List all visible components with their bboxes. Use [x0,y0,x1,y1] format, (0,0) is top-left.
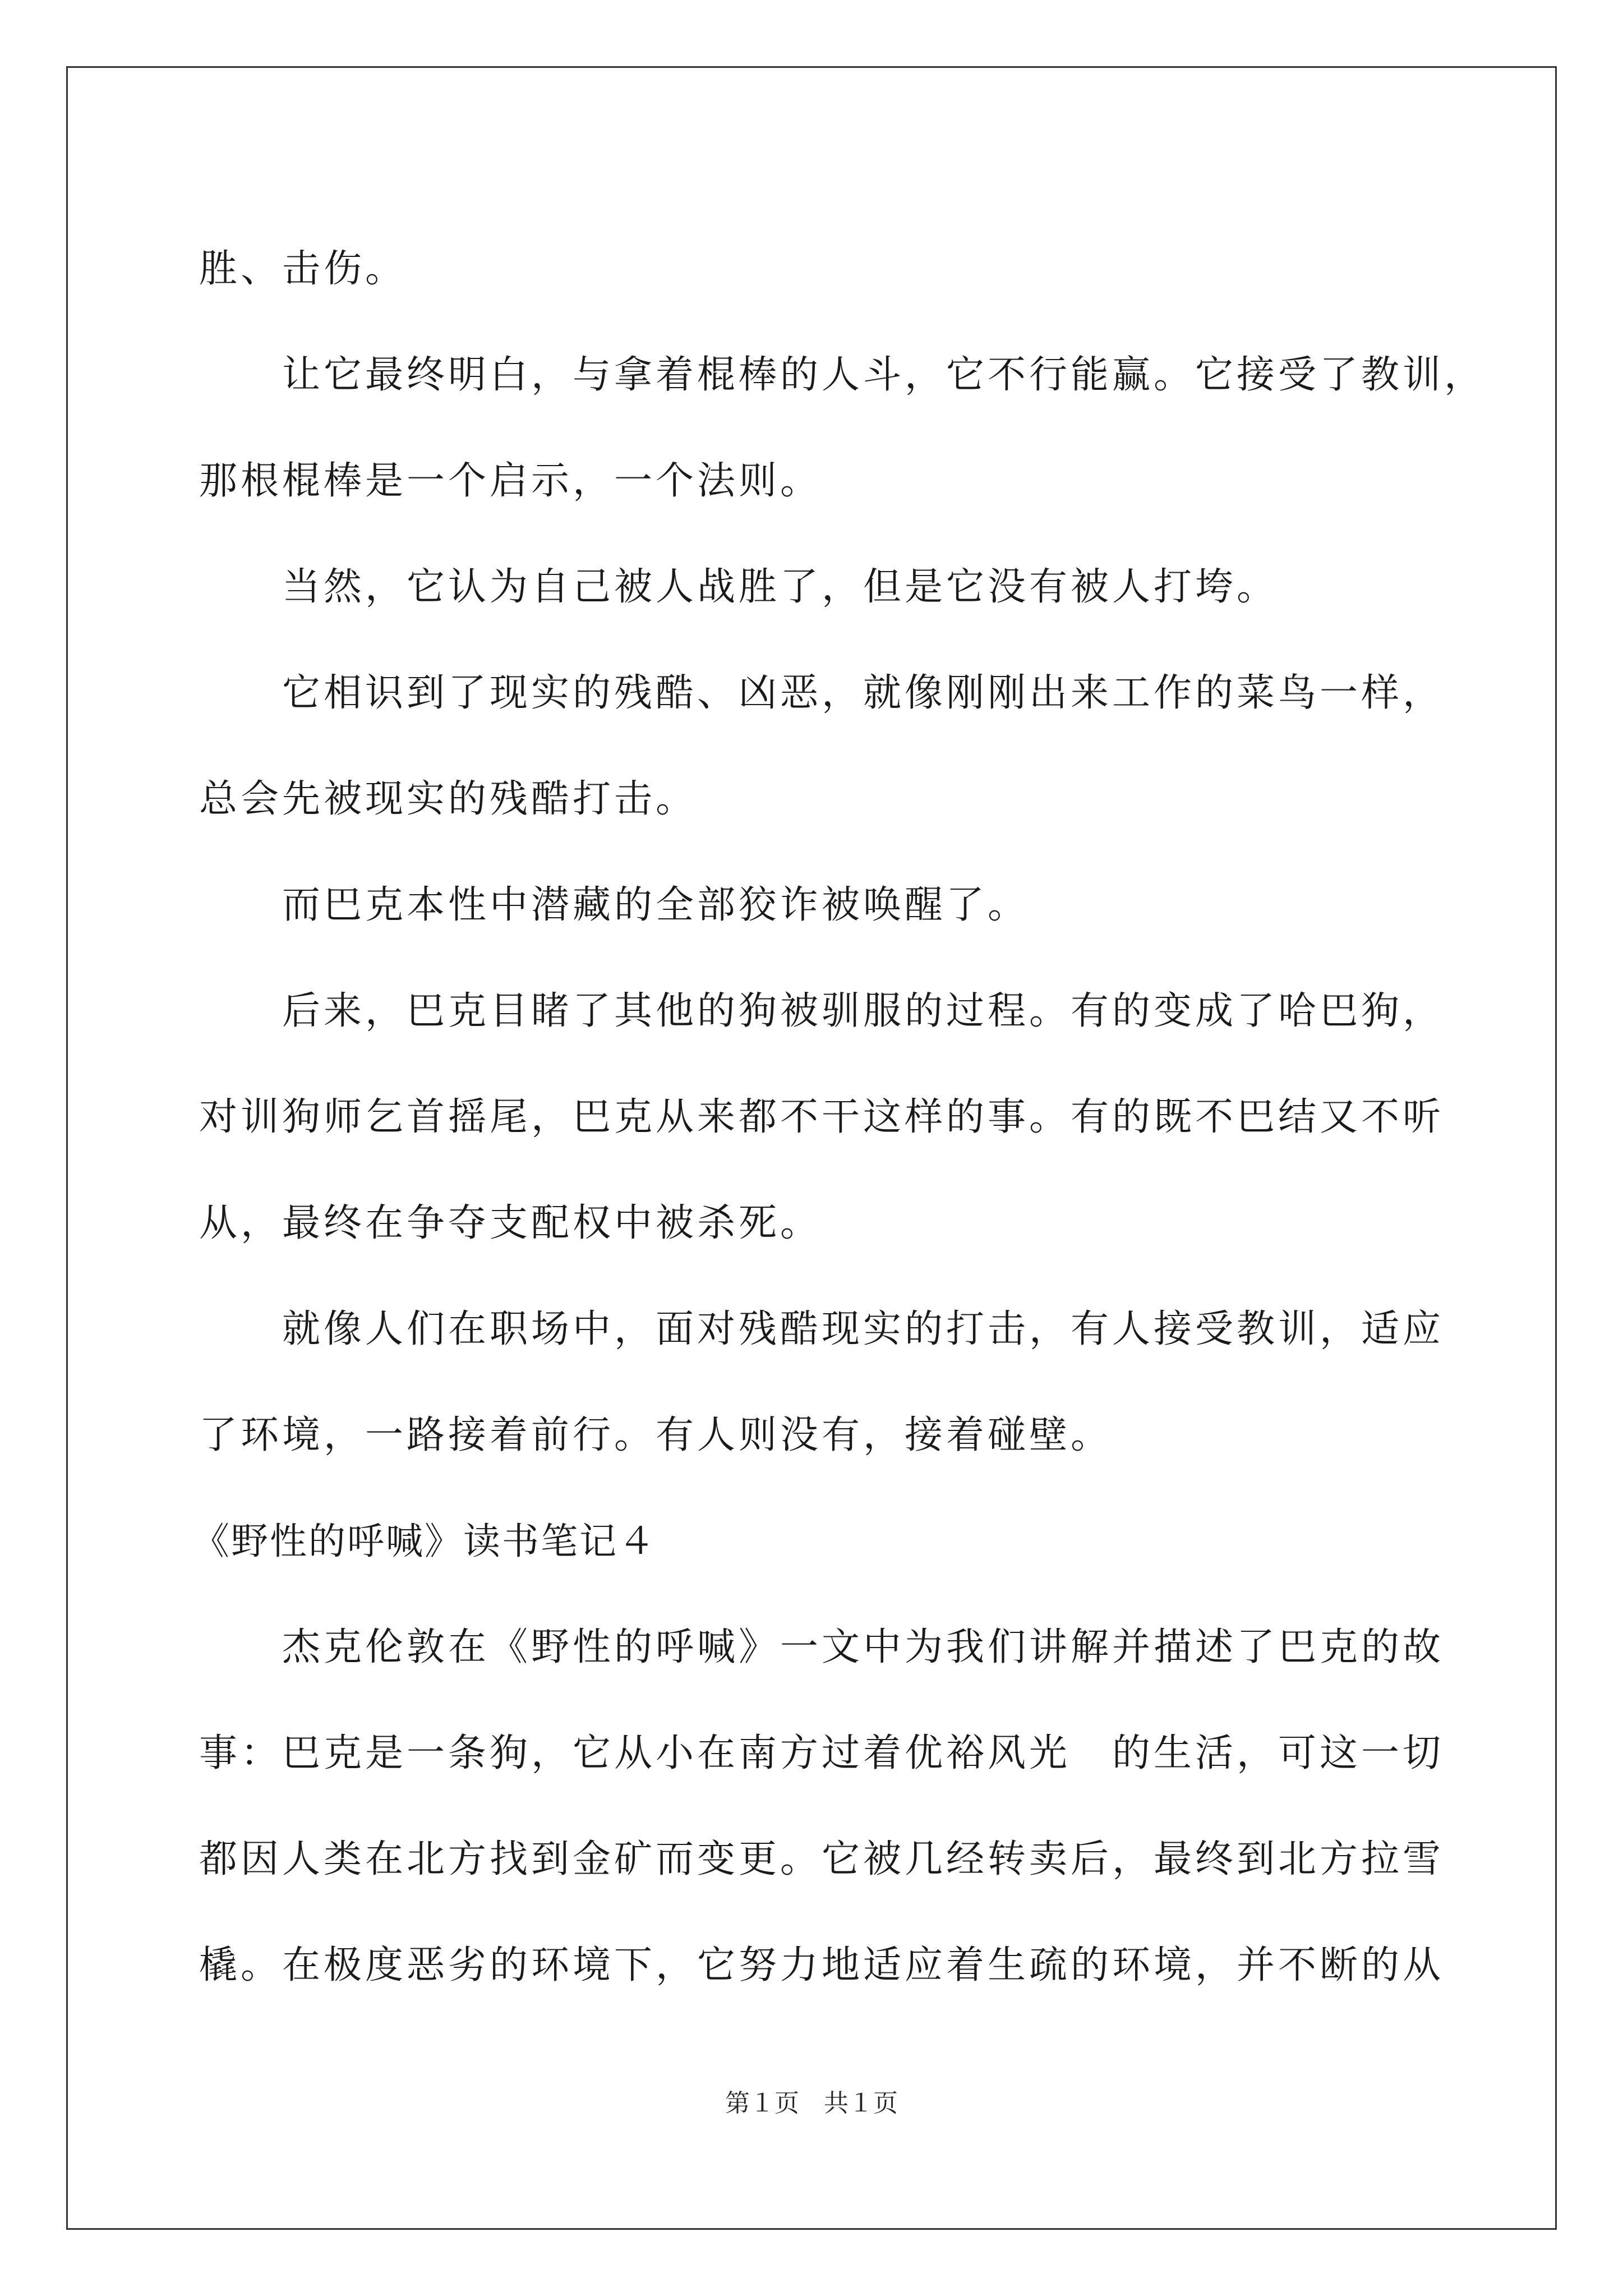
paragraph-line: 当然，它认为自己被人战胜了，但是它没有被人打垮。 [282,565,1279,609]
paragraph-line: 那根棍棒是一个启示，一个法则。 [199,459,822,503]
paragraph-line: 事：巴克是一条狗，它从小在南方过着优裕风光 的生活，可这一切 [199,1731,1445,1775]
paragraph-line: 对训狗师乞首摇尾，巴克从来都不干这样的事。有的既不巴结又不听 [199,1095,1445,1139]
paragraph-line: 橇。在极度恶劣的环境下，它努力地适应着生疏的环境，并不断的从 [199,1943,1445,1987]
paragraph-line: 它相识到了现实的残酷、凶恶，就像刚刚出来工作的菜鸟一样， [282,671,1445,715]
paragraph-line: 杰克伦敦在《野性的呼喊》一文中为我们讲解并描述了巴克的故 [282,1625,1445,1669]
paragraph-line: 都因人类在北方找到金矿而变更。它被几经转卖后，最终到北方拉雪 [199,1837,1445,1881]
paragraph-line: 后来，巴克目睹了其他的狗被驯服的过程。有的变成了哈巴狗， [282,989,1445,1033]
paragraph-line: 了环境，一路接着前行。有人则没有，接着碰壁。 [199,1413,1113,1457]
document-body [192,216,1486,2018]
paragraph-line: 总会先被现实的残酷打击。 [199,777,698,821]
paragraph-line: 就像人们在职场中，面对残酷现实的打击，有人接受教训，适应 [282,1307,1445,1351]
paragraph-line: 而巴克本性中潜藏的全部狡诈被唤醒了。 [282,883,1030,927]
paragraph-line: 从，最终在争夺支配权中被杀死。 [199,1201,822,1245]
paragraph-line: 让它最终明白，与拿着棍棒的人斗，它不行能赢。它接受了教训， [282,353,1486,397]
section-heading: 《野性的呼喊》读书笔记４ [192,1520,657,1563]
paragraph-line: 胜、击伤。 [199,247,407,291]
page-number-footer: 第１页 共１页 [725,2089,898,2118]
